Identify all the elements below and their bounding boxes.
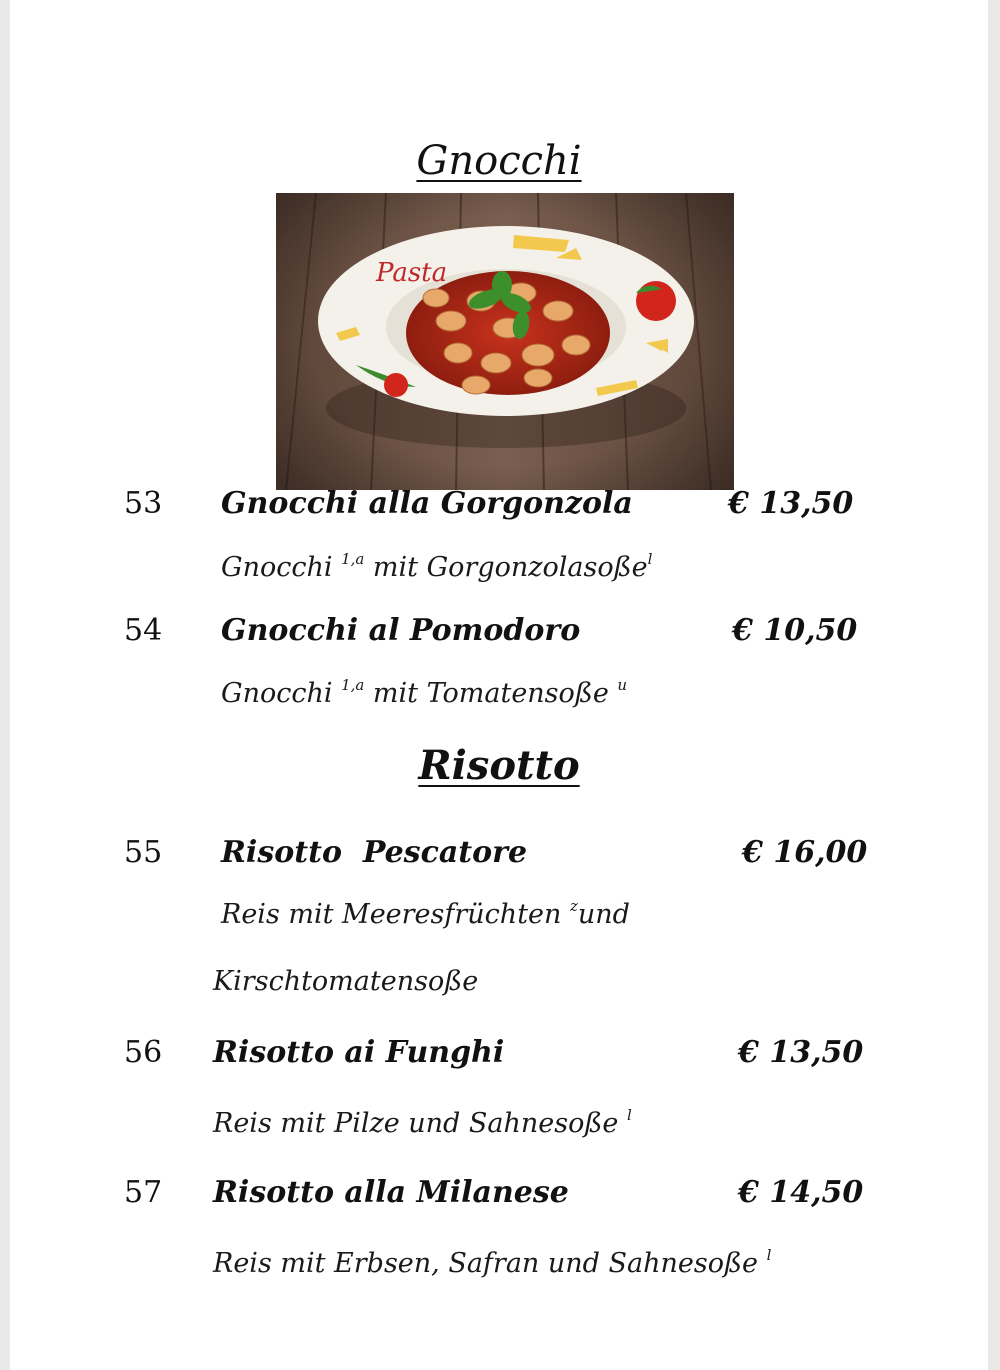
- item-number: 57: [124, 1175, 163, 1210]
- item-price: € 13,50: [728, 486, 854, 521]
- item-price: € 14,50: [738, 1175, 864, 1210]
- item-description-line2: Kirschtomatensoße: [213, 966, 479, 997]
- plate-pasta-text: Pasta: [376, 258, 448, 288]
- item-number: 54: [124, 613, 163, 648]
- section-heading-gnocchi: Gnocchi: [416, 138, 582, 184]
- item-description: Reis mit Erbsen, Safran und Sahnesoße $^l$: [213, 1246, 772, 1279]
- item-title: Risotto Pescatore: [221, 835, 528, 870]
- gnocchi-photo: [276, 193, 734, 490]
- item-title: Risotto alla Milanese: [213, 1175, 569, 1210]
- item-title: Risotto ai Funghi: [213, 1035, 505, 1070]
- menu-page: [10, 0, 988, 1370]
- section-heading-risotto: Risotto: [418, 742, 580, 789]
- item-description: Gnocchi $^{1,a}$ mit Tomatensoße $^u$: [221, 676, 628, 709]
- item-description: Reis mit Pilze und Sahnesoße $^l$: [213, 1106, 632, 1139]
- item-description: Reis mit Meeresfrüchten $^z$und: [221, 897, 630, 930]
- item-price: € 16,00: [742, 835, 868, 870]
- item-number: 53: [124, 486, 163, 521]
- item-number: 56: [124, 1035, 163, 1070]
- item-title: Gnocchi alla Gorgonzola: [221, 486, 633, 521]
- item-price: € 13,50: [738, 1035, 864, 1070]
- gnocchi-plate-image: [276, 193, 734, 490]
- item-price: € 10,50: [732, 613, 858, 648]
- item-number: 55: [124, 835, 163, 870]
- item-description: Gnocchi $^{1,a}$ mit Gorgonzolasoße$^l$: [221, 550, 653, 583]
- item-title: Gnocchi al Pomodoro: [221, 613, 581, 648]
